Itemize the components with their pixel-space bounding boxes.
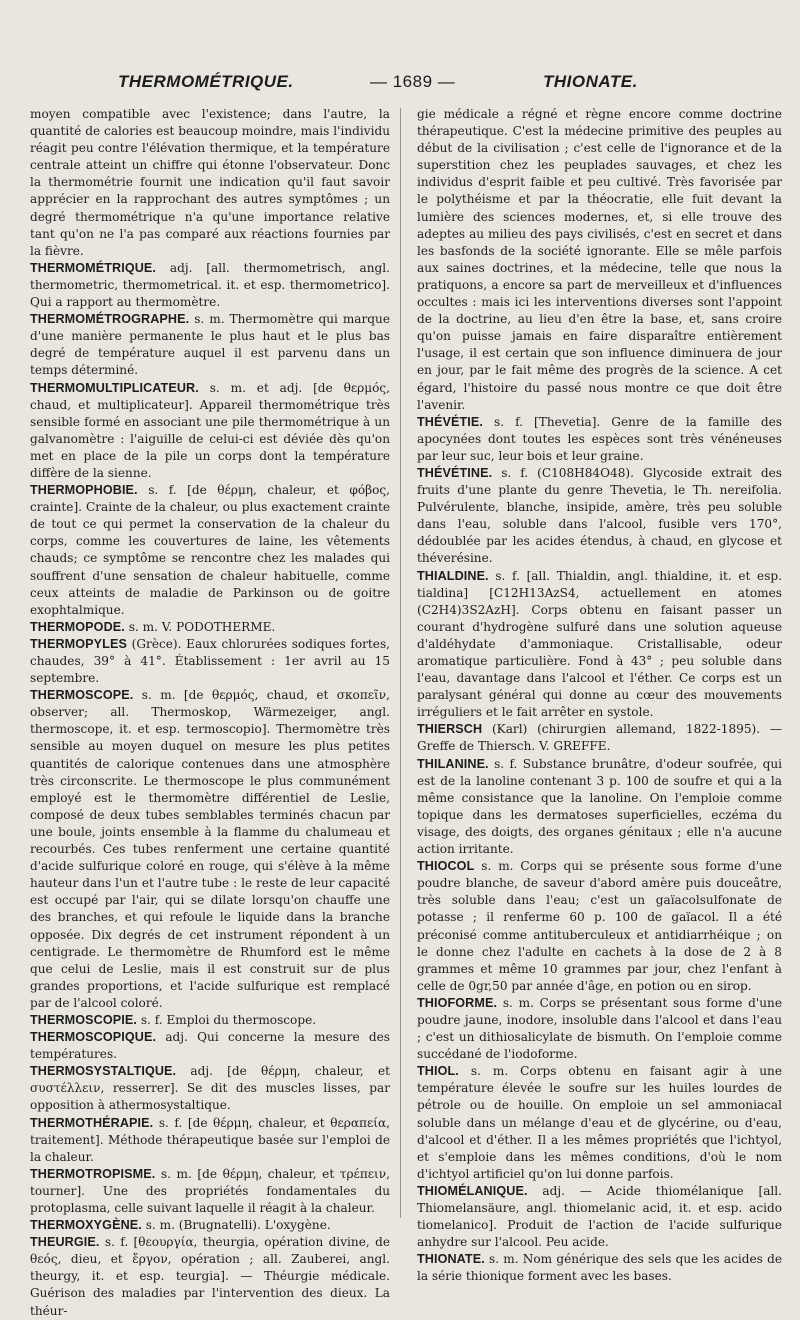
- entry-definition: adj. [all. thermometrisch, angl. thermometric, thermometrical. it. et esp. thermometrico]. Qui a rapport au thermomètre.: [30, 260, 390, 310]
- entry-headword: THERMOPYLES: [30, 636, 127, 651]
- dictionary-entry: [417, 1251, 782, 1285]
- dictionary-entry: [30, 482, 390, 619]
- dictionary-entry: [417, 568, 782, 722]
- entry-definition: s. f. Emploi du thermoscope.: [140, 1012, 317, 1027]
- entry-definition: s. m. (Brugnatelli). L'oxygène.: [145, 1218, 331, 1233]
- dictionary-entry: [30, 106, 390, 260]
- dictionary-entry: [30, 1029, 390, 1063]
- header-left-word: THERMOMÉTRIQUE.: [118, 72, 294, 91]
- dictionary-entry: [30, 311, 390, 379]
- entry-definition: s. m. V. PODOTHERME.: [128, 619, 276, 634]
- dictionary-entry: [417, 858, 782, 995]
- running-head: [0, 72, 800, 102]
- entry-definition: s. m. Nom générique des sels que les acides de la série thionique forment avec les bases.: [417, 1252, 782, 1284]
- entry-headword: THÉVÉTIE.: [417, 414, 483, 429]
- entry-definition: s. m. Corps qui se présente sous forme d'une poudre blanche, de saveur d'abord amère puis douceâtre, très soluble dans l'eau; c'est un gaïacolsulfonate de potasse ; il renferme 60 p. 100 de gaïacol. Il a été préconisé comme antituberculeux et antidiarrhéique ; on le donne chez l'adulte en cachets à la dose de 2 à 8 grammes et même 10 grammes par jour, chez l'enfant à celle de 0gr,50 par année d'âge, en potion ou en sirop.: [417, 859, 782, 993]
- entry-headword: THIERSCH: [417, 722, 483, 737]
- entry-definition: (Karl) (chirurgien allemand, 1822-1895). — Greffe de Thiersch. V. GREFFE.: [417, 722, 782, 754]
- entry-definition: gie médicale a régné et règne encore comme doctrine thérapeutique. C'est la médecine primitive des peuples au début de la civilisation ; c'est celle de l'ignorance et de la superstition chez les peuplades sauvages, et chez les individus d'esprit faible et peu cultivé. Très favorisée par le polythéisme et par la théocratie, elle fuit devant la lumière des sciences modernes, et, si elle trouve des adeptes au milieu des pays civilisés, c'est en secret et dans les basfonds de la société ignorante. Elle se mêle parfois aux saines doctrines, et la médecine, telle que nous la pratiquons, a encore sa part de merveilleux et d'influences occultes : mais ici les interventions diverses sont l'appoint de la doctrine, au lieu d'en être la base, et, sans croire qu'on puisse jamais en faire disparaître entièrement l'usage, il est certain que son influence diminuera de jour en jour, par le fait même des progrès de la science. A cet égard, l'histoire du passé nous montre ce que doit être l'avenir.: [417, 107, 782, 412]
- entry-headword: THIOL.: [417, 1064, 459, 1079]
- dictionary-entry: [417, 106, 782, 414]
- dictionary-entry: [30, 1063, 390, 1114]
- left-column: [30, 106, 390, 1318]
- dictionary-entry: [417, 465, 782, 568]
- dictionary-entry: [417, 1063, 782, 1183]
- text-columns: [30, 106, 782, 1318]
- entry-headword: THIOCOL: [417, 859, 475, 874]
- entry-definition: s. m. [de θέρμη, chaleur, et τρέπειν, tourner]. Une des propriétés fondamentales du protoplasma, celle suivant laquelle il réagit à la chaleur.: [30, 1166, 390, 1215]
- dictionary-entry: [417, 995, 782, 1063]
- right-column: [417, 106, 782, 1284]
- entry-headword: THEURGIE.: [30, 1235, 100, 1250]
- dictionary-entry: [30, 1234, 390, 1319]
- header-right-word: THIONATE.: [543, 72, 638, 91]
- entry-headword: THERMOXYGÈNE.: [30, 1218, 142, 1233]
- entry-definition: s. m. Corps se présentant sous forme d'une poudre jaune, inodore, insoluble dans l'alcool et dans l'eau ; c'est un dithiosalicylate de bismuth. On l'emploie comme succédané de l'iodoforme.: [417, 995, 782, 1062]
- dictionary-entry: [30, 636, 390, 687]
- entry-definition: adj. — Acide thiomélanique [all. Thiomelansäure, angl. thiomelanic acid, it. et esp. acido tiomelanico]. Produit de l'action de l'acide sulfurique anhydre sur l'alcool. Peu acide.: [417, 1183, 782, 1250]
- entry-headword: THERMOMÉTROGRAPHE.: [30, 312, 190, 327]
- dictionary-entry: [30, 1166, 390, 1217]
- dictionary-entry: [30, 260, 390, 311]
- entry-definition: s. f. [all. Thialdin, angl. thialdine, it. et esp. tialdina] [C12H13AzS4, actuellement en atomes (C2H4)3S2AzH]. Corps obtenu en faisant passer un courant d'hydrogène sulfuré dans une solution aqueuse d'aldéhydate d'ammoniaque. Cristallisable, odeur aromatique particulière. Fond à 43° ; peu soluble dans l'eau, davantage dans l'alcool et l'éther. Ce corps est un paralysant général qui donne au cœur des mouvements irréguliers et le fait arrêter en systole.: [417, 568, 782, 720]
- dictionary-entry: [417, 414, 782, 465]
- entry-definition: s. f. [Thevetia]. Genre de la famille des apocynées dont toutes les espèces sont très vénéneuses par leur suc, leur bois et leur graine.: [417, 414, 782, 463]
- entry-headword: THERMOSCOPIE.: [30, 1012, 137, 1027]
- entry-headword: THERMOSCOPIQUE.: [30, 1030, 157, 1045]
- entry-headword: THIOMÉLANIQUE.: [417, 1183, 528, 1198]
- entry-definition: adj. Qui concerne la mesure des températures.: [30, 1030, 390, 1062]
- dictionary-entry: [30, 1115, 390, 1166]
- entry-definition: s. m. Corps obtenu en faisant agir à une température élevée le soufre sur les huiles lourdes de pétrole ou de houille. On emploie un sel ammoniacal soluble dans un mélange d'eau et de glycérine, ou d'eau, d'alcool et d'éther. Il a les mêmes propriétés que l'ichtyol, et s'emploie dans les mêmes conditions, d'où le nom d'ichtyol artificiel qu'on lui donne parfois.: [417, 1064, 782, 1181]
- entry-headword: THERMOSYSTALTIQUE.: [30, 1064, 177, 1079]
- entry-headword: THÉVÉTINE.: [417, 465, 493, 480]
- entry-definition: s. m. [de θερμός, chaud, et σκοπεῖν, observer; all. Thermoskop, Wärmezeiger, angl. thermoscope, it. et esp. termoscopio]. Thermomètre très sensible au moyen duquel on mesure les plus petites quantités de calorique contenues dans une atmosphère très circonscrite. Le thermoscope le plus communément employé est le thermomètre différentiel de Leslie, composé de deux tubes semblables terminés chacun par une boule, joints ensemble à la flamme du chalumeau et recourbés. Ces tubes renferment une certaine quantité d'acide sulfurique coloré en rouge, qui s'élève à la même hauteur dans l'un et l'autre tube : le reste de leur capacité est occupé par l'air, qui se dilate lorsqu'on chauffe une des branches, et qui refoule le liquide dans la branche opposée. Dix degrés de cet instrument répondent à un centigrade. Le thermomètre de Rhumford est le même que celui de Leslie, mais il est construit sur de plus grandes proportions, et l'acide sulfurique est remplacé par de l'alcool coloré.: [30, 688, 390, 1010]
- page-number: — 1689 —: [370, 72, 456, 91]
- dictionary-entry: [417, 721, 782, 755]
- entry-headword: THILANINE.: [417, 756, 489, 771]
- entry-definition: s. f. (C108H84O48). Glycoside extrait des fruits d'une plante du genre Thevetia, le Th. nereifolia. Pulvérulente, blanche, insipide, amère, très peu soluble dans l'eau, soluble dans l'alcool, fusible vers 170°, dédoublée par les acides étendus, à chaud, en glycose et théverésine.: [417, 465, 782, 566]
- dictionary-entry: [30, 380, 390, 483]
- entry-headword: THERMOTHÉRAPIE.: [30, 1115, 154, 1130]
- entry-headword: THERMOTROPISME.: [30, 1166, 156, 1181]
- entry-definition: s. m. Thermomètre qui marque d'une manière permanente le plus haut et le plus bas degré de température auquel il est parvenu dans un temps déterminé.: [30, 312, 390, 378]
- entry-definition: moyen compatible avec l'existence; dans l'autre, la quantité de calories est beaucoup moindre, mais l'individu réagit peu contre l'élévation thermique, et la température centrale atteint un chiffre qui étonne l'observateur. Donc la thermométrie fournit une indication qu'il faut savoir apprécier en la rapprochant des autres symptômes ; un degré thermométrique n'a qu'une importance relative tant qu'on ne l'a pas comparé aux réactions fournies par la fièvre.: [30, 107, 390, 258]
- entry-headword: THIALDINE.: [417, 568, 489, 583]
- dictionary-entry: [30, 1012, 390, 1029]
- entry-headword: THERMOPHOBIE.: [30, 483, 138, 498]
- dictionary-entry: [30, 687, 390, 1012]
- dictionary-entry: [30, 1217, 390, 1234]
- entry-headword: THERMOSCOPE.: [30, 688, 134, 703]
- entry-definition: s. m. et adj. [de θερμός, chaud, et multiplicateur]. Appareil thermométrique très sensible formé en associant une pile thermométrique à un galvanomètre : l'aiguille de celui-ci est déviée dès qu'on met en place de la pile un corps dont la température diffère de la sienne.: [30, 380, 390, 480]
- dictionary-entry: [30, 619, 390, 636]
- entry-headword: THERMOMULTIPLICATEUR.: [30, 380, 199, 395]
- entry-definition: s. f. [de θέρμη, chaleur, et θεραπεία, traitement]. Méthode thérapeutique basée sur l'emploi de la chaleur.: [30, 1115, 390, 1164]
- entry-definition: s. f. Substance brunâtre, d'odeur soufrée, qui est de la lanoline contenant 3 p. 100 de soufre et qui a la même consistance que la lanoline. On l'emploie comme topique dans les dermatoses superficielles, eczéma du visage, des doigts, des organes génitaux ; elle n'a aucune action irritante.: [417, 756, 782, 857]
- entry-definition: s. f. [θεουργία, theurgia, opération divine, de θεός, dieu, et ἔργον, opération ; all. Zauberei, angl. theurgy, it. et esp. teurgia]. — Théurgie médicale. Guérison des maladies par l'intervention des dieux. La théur-: [30, 1235, 390, 1318]
- entry-headword: THERMOMÉTRIQUE.: [30, 260, 157, 275]
- entry-definition: adj. [de θέρμη, chaleur, et συστέλλειν, resserrer]. Se dit des muscles lisses, par opposition à athermosystaltique.: [30, 1064, 390, 1113]
- entry-headword: THERMOPODE.: [30, 619, 125, 634]
- entry-headword: THIOFORME.: [417, 995, 498, 1010]
- entry-definition: s. f. [de θέρμη, chaleur, et φόβος, crainte]. Crainte de la chaleur, ou plus exactement crainte de tout ce qui permet la conservation de la chaleur du corps, comme les couvertures de laine, les vêtements chauds; ce symptôme se rencontre chez les malades qui souffrent d'une sensation de chaleur habituelle, comme ceux atteints de maladie de Parkinson ou de goitre exophtalmique.: [30, 483, 390, 617]
- entry-definition: (Grèce). Eaux chlorurées sodiques fortes, chaudes, 39° à 41°. Établissement : 1er avril au 15 septembre.: [30, 636, 390, 686]
- entry-headword: THIONATE.: [417, 1252, 485, 1267]
- dictionary-entry: [417, 756, 782, 859]
- dictionary-entry: [417, 1183, 782, 1251]
